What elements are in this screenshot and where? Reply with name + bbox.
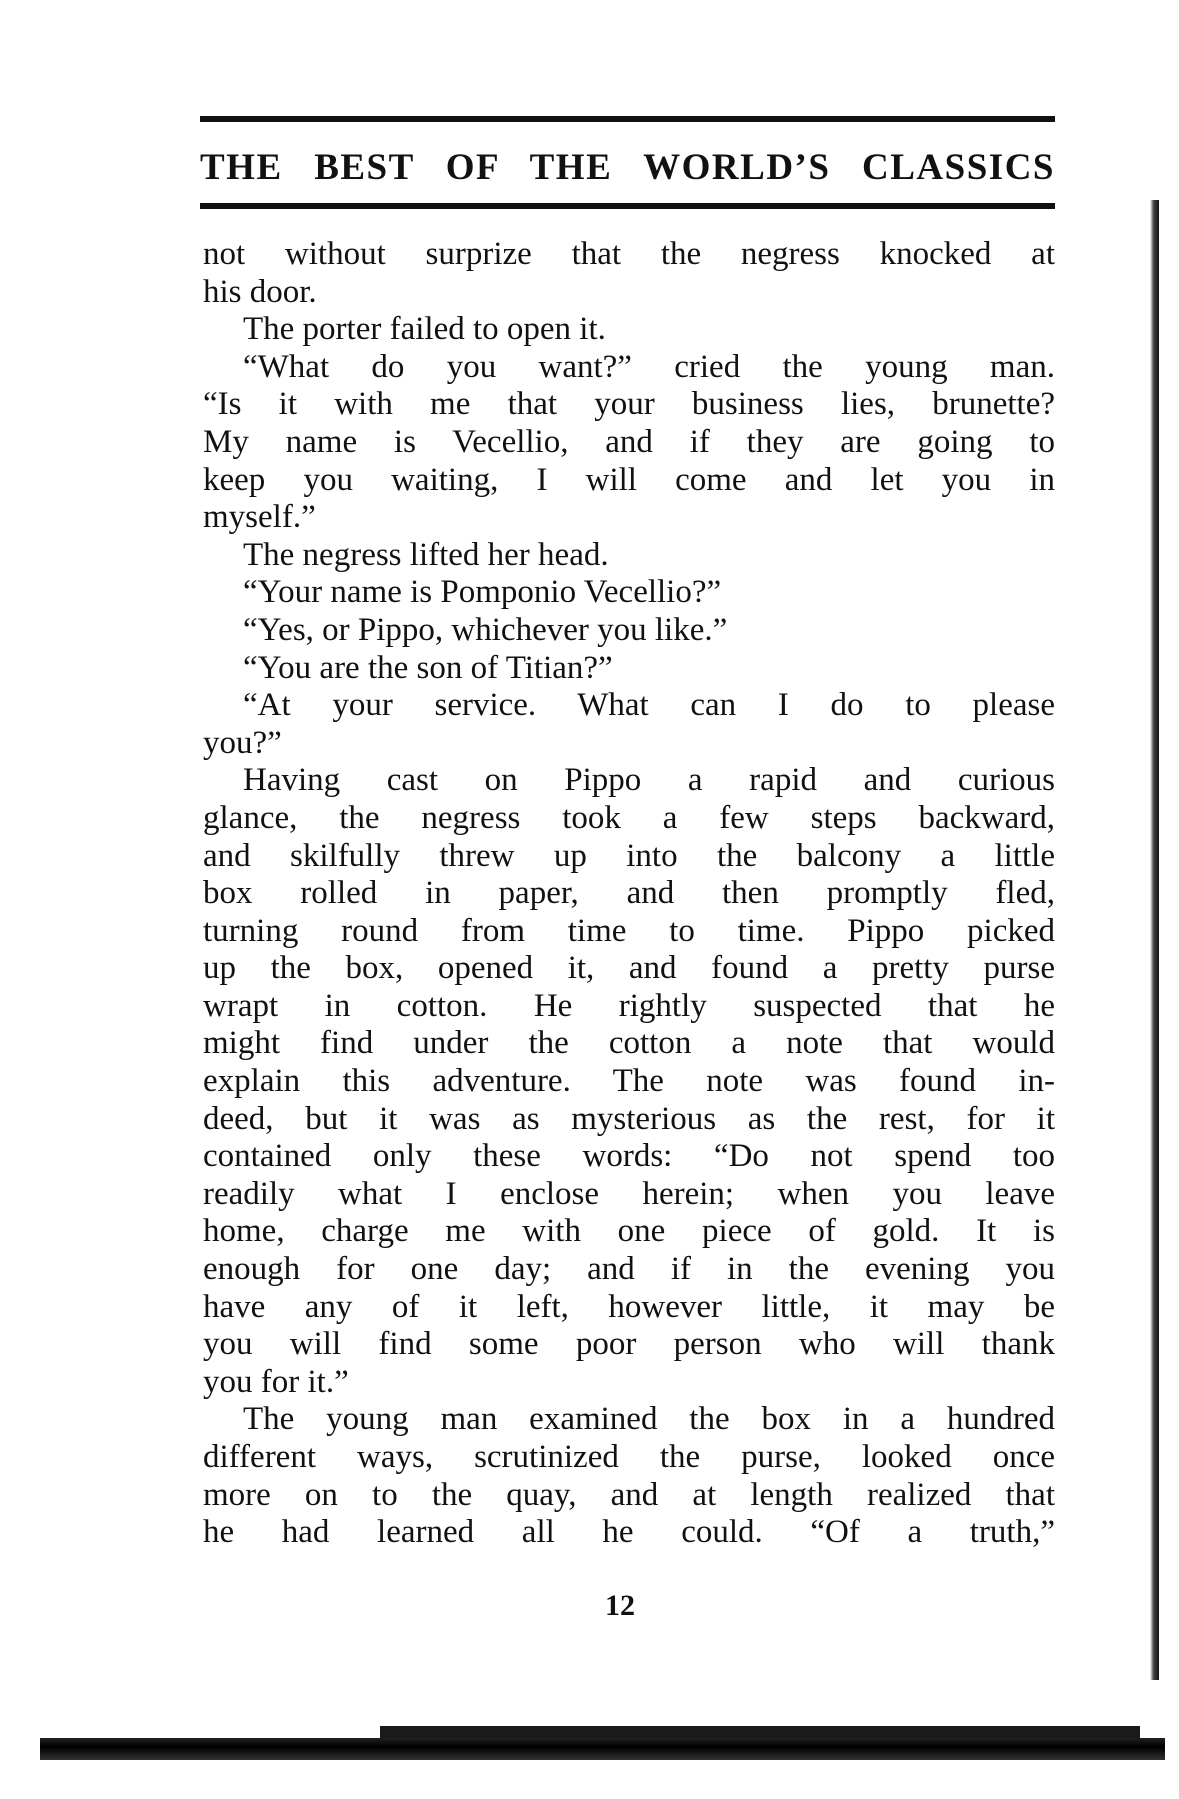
text-line: you?” — [203, 724, 282, 761]
text-line: readily what I enclose herein; when you leave — [203, 1175, 1055, 1212]
text-line: might find under the cotton a note that would — [203, 1025, 1055, 1062]
body-text — [203, 236, 1055, 1552]
text-line: his door. — [203, 273, 317, 310]
text-line: wrapt in cotton. He rightly suspected that he — [203, 987, 1055, 1024]
top-rule — [200, 116, 1055, 122]
text-line: “What do you want?” cried the young man. — [243, 348, 1055, 385]
text-line: keep you waiting, I will come and let you in — [203, 461, 1055, 498]
running-head: THE BEST OF THE WORLD’S CLASSICS — [200, 147, 1055, 188]
text-line: Having cast on Pippo a rapid and curious — [243, 762, 1055, 799]
text-line: “Yes, or Pippo, whichever you like.” — [243, 611, 728, 648]
text-line: have any of it left, however little, it may be — [203, 1288, 1055, 1325]
text-line: My name is Vecellio, and if they are going to — [203, 423, 1055, 460]
text-line: more on to the quay, and at length realized that — [203, 1476, 1055, 1513]
text-line: myself.” — [203, 499, 316, 536]
scan-edge-bottom-upper — [380, 1726, 1140, 1738]
text-line: contained only these words: “Do not spend too — [203, 1138, 1055, 1175]
text-line: enough for one day; and if in the evening you — [203, 1251, 1055, 1288]
text-line: he had learned all he could. “Of a truth,” — [203, 1514, 1055, 1551]
text-line: up the box, opened it, and found a pretty purse — [203, 950, 1055, 987]
text-line: home, charge me with one piece of gold. It is — [203, 1213, 1055, 1250]
text-line: deed, but it was as mysterious as the rest, for it — [203, 1100, 1055, 1137]
text-line: you for it.” — [203, 1363, 349, 1400]
page-number: 12 — [605, 1589, 635, 1622]
text-line: The young man examined the box in a hundred — [243, 1401, 1055, 1438]
text-line: “You are the son of Titian?” — [243, 649, 613, 686]
text-line: not without surprize that the negress knocked at — [203, 236, 1055, 272]
head-rule — [200, 203, 1055, 209]
text-line: “Your name is Pomponio Vecellio?” — [243, 574, 722, 611]
text-line: The negress lifted her head. — [243, 536, 609, 573]
scan-edge-right — [1150, 200, 1159, 1680]
text-line: turning round from time to time. Pippo picked — [203, 912, 1055, 949]
text-line: you will find some poor person who will thank — [203, 1326, 1055, 1363]
scan-edge-bottom — [40, 1738, 1165, 1760]
text-line: explain this adventure. The note was found in- — [203, 1063, 1055, 1100]
text-line: “At your service. What can I do to please — [243, 687, 1055, 724]
text-line: box rolled in paper, and then promptly fled, — [203, 875, 1055, 912]
text-line: and skilfully threw up into the balcony a little — [203, 837, 1055, 874]
text-line: “Is it with me that your business lies, brunette? — [203, 386, 1055, 423]
text-line: glance, the negress took a few steps backward, — [203, 799, 1055, 836]
text-line: The porter failed to open it. — [243, 311, 606, 348]
text-line: different ways, scrutinized the purse, looked once — [203, 1439, 1055, 1475]
